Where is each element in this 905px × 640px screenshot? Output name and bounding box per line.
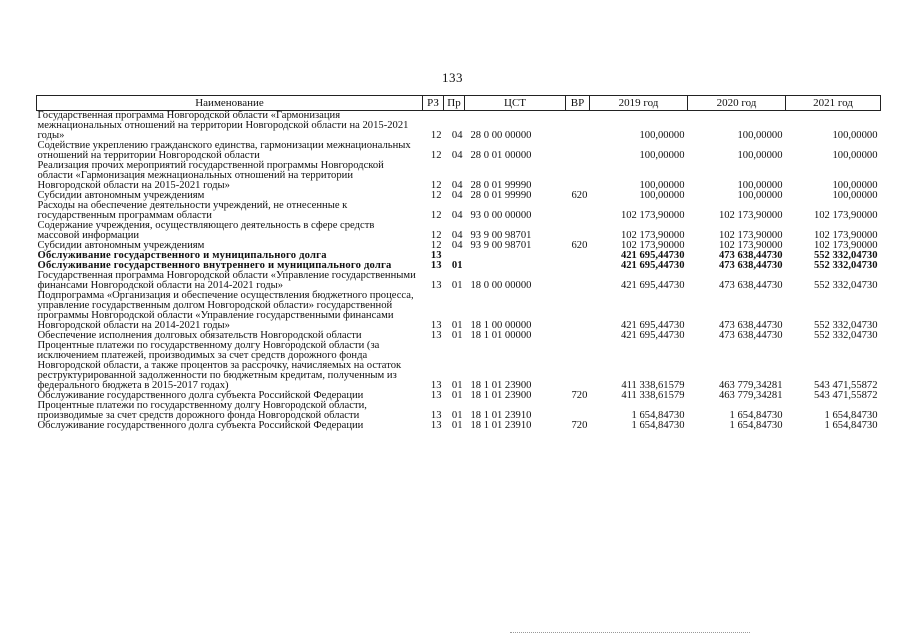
row-value-2020: 1 654,84730 bbox=[729, 420, 783, 431]
row-value-2019: 100,00000 bbox=[639, 180, 685, 191]
row-cst bbox=[465, 261, 566, 271]
row-pr: 01 bbox=[451, 410, 463, 421]
table-row bbox=[37, 141, 881, 161]
row-vr bbox=[566, 341, 590, 391]
row-vr bbox=[566, 221, 590, 241]
header-name: Наименование bbox=[37, 96, 423, 111]
header-2019: 2019 год bbox=[590, 96, 688, 111]
budget-table bbox=[36, 95, 881, 431]
row-value-2020: 1 654,84730 bbox=[729, 410, 783, 421]
row-value-2021: 552 332,04730 bbox=[813, 330, 878, 341]
row-value-2021: 1 654,84730 bbox=[824, 420, 878, 431]
row-vr: 720 bbox=[571, 420, 588, 431]
row-value-2019: 1 654,84730 bbox=[631, 420, 685, 431]
row-name: Субсидии автономным учреждениям bbox=[37, 240, 205, 251]
row-value-2020: 473 638,44730 bbox=[718, 260, 783, 271]
row-cst: 18 1 01 23900 bbox=[470, 380, 532, 391]
row-vr bbox=[566, 291, 590, 331]
row-cst: 18 1 01 23900 bbox=[470, 390, 532, 401]
row-cst: 28 0 01 99990 bbox=[470, 190, 532, 201]
row-rz: 12 bbox=[430, 150, 442, 161]
row-value-2021: 552 332,04730 bbox=[813, 280, 878, 291]
row-cst: 28 0 01 99990 bbox=[470, 180, 532, 191]
row-cst bbox=[465, 251, 566, 261]
table-row bbox=[37, 401, 881, 421]
row-pr: 01 bbox=[451, 420, 463, 431]
row-value-2019: 102 173,90000 bbox=[620, 240, 685, 251]
row-vr: 620 bbox=[571, 190, 588, 201]
row-value-2021: 102 173,90000 bbox=[813, 230, 878, 241]
row-cst: 28 0 00 00000 bbox=[470, 130, 532, 141]
row-rz: 12 bbox=[430, 180, 442, 191]
row-pr: 01 bbox=[451, 260, 463, 271]
row-value-2019: 102 173,90000 bbox=[620, 210, 685, 221]
table-row bbox=[37, 221, 881, 241]
row-value-2021: 102 173,90000 bbox=[813, 240, 878, 251]
row-rz: 13 bbox=[430, 390, 442, 401]
row-value-2019: 102 173,90000 bbox=[620, 230, 685, 241]
row-value-2021: 100,00000 bbox=[832, 130, 878, 141]
page-edge-mark bbox=[510, 632, 750, 636]
row-value-2019: 421 695,44730 bbox=[620, 260, 685, 271]
row-value-2019: 421 695,44730 bbox=[620, 320, 685, 331]
row-value-2020: 102 173,90000 bbox=[718, 240, 783, 251]
row-pr: 04 bbox=[451, 150, 463, 161]
row-rz: 13 bbox=[430, 330, 442, 341]
row-value-2021: 543 471,55872 bbox=[813, 380, 878, 391]
row-name: Обслуживание государственного и муниципального долга bbox=[37, 250, 327, 261]
row-value-2021: 1 654,84730 bbox=[824, 410, 878, 421]
table-row bbox=[37, 341, 881, 391]
row-value-2021: 552 332,04730 bbox=[813, 260, 878, 271]
row-cst: 93 0 00 00000 bbox=[470, 210, 532, 221]
row-name: Обслуживание государственного долга субъекта Российской Федерации bbox=[37, 420, 364, 431]
row-value-2020: 100,00000 bbox=[737, 150, 783, 161]
row-name: Расходы на обеспечение деятельности учреждений, не отнесенные к государственным программам области bbox=[37, 200, 348, 221]
row-name: Обслуживание государственного внутреннего и муниципального долга bbox=[37, 260, 392, 271]
table-row bbox=[37, 111, 881, 142]
row-value-2021: 543 471,55872 bbox=[813, 390, 878, 401]
row-value-2019: 100,00000 bbox=[639, 150, 685, 161]
row-name: Содействие укреплению гражданского единства, гармонизации межнациональных отношений на территории Новгородской области bbox=[37, 140, 411, 161]
row-vr bbox=[566, 261, 590, 271]
row-value-2020: 100,00000 bbox=[737, 190, 783, 201]
row-rz: 12 bbox=[430, 130, 442, 141]
row-value-2021: 102 173,90000 bbox=[813, 210, 878, 221]
row-name: Обслуживание государственного долга субъекта Российской Федерации bbox=[37, 390, 364, 401]
row-name: Процентные платежи по государственному долгу Новгородской области, производимые за счет средств дорожного фонда Новгородской области bbox=[37, 400, 367, 421]
row-rz: 13 bbox=[430, 320, 442, 331]
row-rz: 13 bbox=[430, 380, 442, 391]
row-value-2020: 102 173,90000 bbox=[718, 230, 783, 241]
budget-table-container bbox=[36, 95, 880, 431]
row-pr: 01 bbox=[451, 380, 463, 391]
row-vr bbox=[566, 251, 590, 261]
row-value-2020: 473 638,44730 bbox=[718, 250, 783, 261]
row-vr bbox=[566, 141, 590, 161]
row-value-2019: 411 338,61579 bbox=[621, 380, 685, 391]
row-value-2020: 473 638,44730 bbox=[718, 330, 783, 341]
table-header-row bbox=[37, 96, 881, 111]
row-rz: 12 bbox=[430, 190, 442, 201]
table-row bbox=[37, 161, 881, 191]
row-value-2021: 552 332,04730 bbox=[813, 320, 878, 331]
table-body bbox=[37, 111, 881, 432]
row-name: Государственная программа Новгородской области «Гармонизация межнациональных отношений на территории Новгородской области на 2015-2021 годы» bbox=[37, 110, 409, 141]
row-vr bbox=[566, 401, 590, 421]
row-rz: 12 bbox=[430, 240, 442, 251]
row-value-2019: 100,00000 bbox=[639, 130, 685, 141]
row-cst: 18 1 01 23910 bbox=[470, 410, 532, 421]
row-vr bbox=[566, 331, 590, 341]
row-pr: 04 bbox=[451, 180, 463, 191]
row-vr bbox=[566, 201, 590, 221]
row-vr bbox=[566, 111, 590, 142]
row-cst: 93 9 00 98701 bbox=[470, 240, 532, 251]
row-pr: 04 bbox=[451, 190, 463, 201]
table-row bbox=[37, 201, 881, 221]
row-cst: 93 9 00 98701 bbox=[470, 230, 532, 241]
row-value-2019: 1 654,84730 bbox=[631, 410, 685, 421]
row-rz: 13 bbox=[430, 260, 442, 271]
row-value-2019: 100,00000 bbox=[639, 190, 685, 201]
row-pr: 01 bbox=[451, 330, 463, 341]
row-value-2020: 463 779,34281 bbox=[718, 380, 783, 391]
row-rz: 13 bbox=[430, 410, 442, 421]
row-pr: 04 bbox=[451, 230, 463, 241]
row-vr bbox=[566, 161, 590, 191]
header-rz: РЗ bbox=[423, 96, 444, 111]
page-number: 133 bbox=[442, 70, 463, 85]
row-value-2021: 100,00000 bbox=[832, 190, 878, 201]
header-vr: ВР bbox=[566, 96, 590, 111]
row-pr: 01 bbox=[451, 280, 463, 291]
table-row bbox=[37, 291, 881, 331]
row-name: Реализация прочих мероприятий государственной программы Новгородской области «Гармонизация межнациональных отношений на территории Новгородской области на 2015-2021 годы» bbox=[37, 160, 384, 191]
row-value-2020: 473 638,44730 bbox=[718, 320, 783, 331]
row-value-2019: 411 338,61579 bbox=[621, 390, 685, 401]
row-value-2020: 100,00000 bbox=[737, 180, 783, 191]
row-name: Государственная программа Новгородской области «Управление государственными финансами Новгородской области на 2014-2021 годы» bbox=[37, 270, 416, 291]
row-rz: 13 bbox=[430, 250, 442, 261]
row-rz: 12 bbox=[430, 210, 442, 221]
row-name: Подпрограмма «Организация и обеспечение осуществления бюджетного процесса, управление государственным долгом Новгородской области» государственной программы Новгородской области «Управление государственными финансами Новгородской области на 2014-2021 годы» bbox=[37, 290, 414, 331]
row-rz: 13 bbox=[430, 280, 442, 291]
row-value-2020: 100,00000 bbox=[737, 130, 783, 141]
row-cst: 18 0 00 00000 bbox=[470, 280, 532, 291]
row-pr: 04 bbox=[451, 130, 463, 141]
row-vr: 720 bbox=[571, 390, 588, 401]
header-pr: Пр bbox=[444, 96, 465, 111]
row-cst: 18 1 01 00000 bbox=[470, 330, 532, 341]
row-pr: 04 bbox=[451, 240, 463, 251]
row-name: Содержание учреждения, осуществляющего деятельность в сфере средств массовой информации bbox=[37, 220, 375, 241]
row-value-2019: 421 695,44730 bbox=[620, 280, 685, 291]
row-pr: 01 bbox=[451, 320, 463, 331]
row-rz: 12 bbox=[430, 230, 442, 241]
row-value-2021: 100,00000 bbox=[832, 150, 878, 161]
row-rz: 13 bbox=[430, 420, 442, 431]
table-row bbox=[37, 271, 881, 291]
table-row bbox=[37, 421, 881, 431]
row-cst: 18 1 00 00000 bbox=[470, 320, 532, 331]
row-name: Субсидии автономным учреждениям bbox=[37, 190, 205, 201]
row-name: Процентные платежи по государственному долгу Новгородской области (за исключением платежей, производимых за счет средств дорожного фонда Новгородской области, а также процентов за рассрочку, начисляемых на остаток реструктурированной задолженности по бюджетным кредитам, полученным из федерального бюджета в 2015-2017 годах) bbox=[37, 340, 402, 391]
row-value-2021: 552 332,04730 bbox=[813, 250, 878, 261]
row-value-2021: 100,00000 bbox=[832, 180, 878, 191]
row-name: Обеспечение исполнения долговых обязательств Новгородской области bbox=[37, 330, 362, 341]
row-pr: 01 bbox=[451, 390, 463, 401]
row-cst: 18 1 01 23910 bbox=[470, 420, 532, 431]
row-value-2020: 463 779,34281 bbox=[718, 390, 783, 401]
row-cst: 28 0 01 00000 bbox=[470, 150, 532, 161]
row-vr: 620 bbox=[571, 240, 588, 251]
row-pr: 04 bbox=[451, 210, 463, 221]
row-value-2019: 421 695,44730 bbox=[620, 330, 685, 341]
row-vr bbox=[566, 271, 590, 291]
header-cst: ЦСТ bbox=[465, 96, 566, 111]
row-value-2019: 421 695,44730 bbox=[620, 250, 685, 261]
header-2021: 2021 год bbox=[786, 96, 881, 111]
row-value-2020: 102 173,90000 bbox=[718, 210, 783, 221]
row-value-2020: 473 638,44730 bbox=[718, 280, 783, 291]
header-2020: 2020 год bbox=[688, 96, 786, 111]
